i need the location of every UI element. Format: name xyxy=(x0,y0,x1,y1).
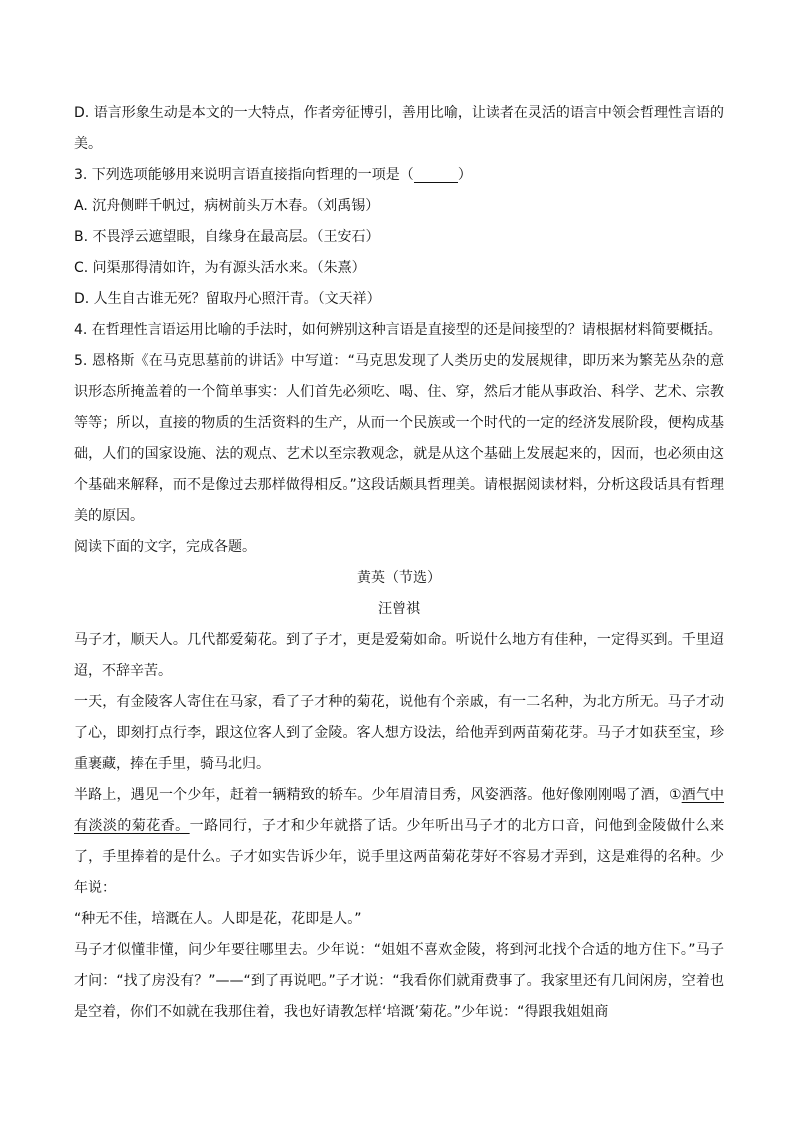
passage-paragraph-3 xyxy=(74,780,724,904)
passage-paragraph-1: 马子才，顺天人。几代都爱菊花。到了子才，更是爱菊如命。听说什么地方有佳种，一定得买到。千里迢迢，不辞辛苦。 xyxy=(74,632,724,679)
q3-option-d: D. 人生自古谁无死？留取丹心照汗青。（文天祥） xyxy=(74,291,381,307)
q4: 4. 在哲理性言语运用比喻的手法时，如何辨别这种言语是直接型的还是间接型的？请根据材料简要概括。 xyxy=(74,322,722,338)
q3-option-c: C. 问渠那得清如许，为有源头活水来。（朱熹） xyxy=(74,260,366,276)
passage-quote: “种无不佳，培溉在人。人即是花，花即是人。” xyxy=(74,911,362,927)
passage-author: 汪曾祺 xyxy=(378,601,420,617)
underlined-sentence-1: 酒气中有淡淡的菊花香。 xyxy=(74,787,724,834)
q3-stem-close: ） xyxy=(457,167,472,183)
q3-stem xyxy=(74,160,724,191)
paragraph-3-text-a: 半路上，遇见一个少年，赶着一辆精致的轿车。少年眉清目秀，风姿洒落。他好像刚刚喝了酒，① xyxy=(74,787,682,803)
q3-option-a: A. 沉舟侧畔千帆过，病树前头万木春。（刘禹锡） xyxy=(74,198,380,214)
q5: 5. 恩格斯《在马克思墓前的讲话》中写道：“马克思发现了人类历史的发展规律，即历来为繁芜丛杂的意识形态所掩盖着的一个简单事实：人们首先必须吃、喝、住、穿，然后才能从事政治、科学、艺术、宗教等等；所以，直接的物质的生活资料的生产，从而一个民族或一个时代的一定的经济发展阶段，便构成基础，人们的国家设施、法的观点、艺术以至宗教观念，就是从这个基础上发展起来的，因而，也必须由这个基础来解释，而不是像过去那样做得相反。”这段话颇具哲理美。请根据阅读材料，分析这段话具有哲理美的原因。 xyxy=(74,353,724,524)
document-page xyxy=(74,98,724,1028)
q2-option-d: D. 语言形象生动是本文的一大特点，作者旁征博引，善用比喻，让读者在灵活的语言中领会哲理性言语的美。 xyxy=(74,105,724,152)
passage-title: 黄英（节选） xyxy=(357,570,441,586)
q3-stem-text: 3. 下列选项能够用来说明言语直接指向哲理的一项是（ xyxy=(74,167,414,183)
reading-intro: 阅读下面的文字，完成各题。 xyxy=(74,539,256,555)
passage-paragraph-2: 一天，有金陵客人寄住在马家，看了子才种的菊花，说他有个亲戚，有一二名种，为北方所无。马子才动了心，即刻打点行李，跟这位客人到了金陵。客人想方设法，给他弄到两苗菊花芽。马子才如获至宝，珍重裹藏，捧在手里，骑马北归。 xyxy=(74,694,724,772)
paragraph-3-text-b: 一路同行，子才和少年就搭了话。少年听出马子才的北方口音，问他到金陵做什么来了，手里捧着的是什么。子才如实告诉少年，说手里这两苗菊花芽好不容易才弄到，这是难得的名种。少年说： xyxy=(74,818,725,896)
q3-option-b: B. 不畏浮云遮望眼，自缘身在最高层。（王安石） xyxy=(74,229,380,245)
answer-blank[interactable] xyxy=(414,168,458,183)
passage-paragraph-4: 马子才似懂非懂，问少年要往哪里去。少年说：“姐姐不喜欢金陵，将到河北找个合适的地方住下。”马子才问：“找了房没有？”——“到了再说吧。”子才说：“我看你们就甭费事了。我家里还有几间闲房，空着也是空着，你们不如就在我那住着，我也好请教怎样‘培溉’菊花。”少年说：“得跟我姐姐商 xyxy=(74,942,724,1020)
